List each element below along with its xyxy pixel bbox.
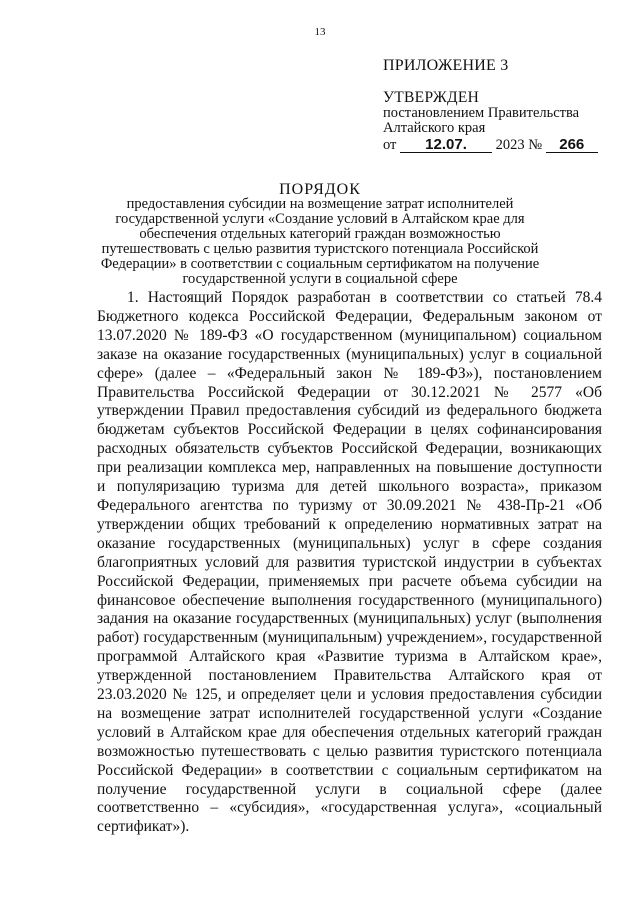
approved-by-line-2: Алтайского края <box>383 120 486 136</box>
order-title: ПОРЯДОК <box>279 181 361 198</box>
order-subtitle: предоставления субсидии на возмещение затрат исполнителей государственной услуги «Создание условий в Алтайском крае для обеспечения отдельных категорий граждан возможностью путешествовать с целью развития туристского потенциала Российской Федерации» в соответствии с социальным сертификатом на получение государственной услуги в социальной сфере <box>100 196 540 287</box>
approval-date-line <box>383 137 598 153</box>
approval-block <box>383 90 598 153</box>
paragraph-1: 1. Настоящий Порядок разработан в соответствии со статьей 78.4 Бюджетного кодекса Российской Федерации, Федеральным законом от 13.07.2020 № 189-ФЗ «О государственном (муниципальном) социальном заказе на оказание государственных (муниципальных) услуг в социальной сфере» (далее – «Федеральный закон № 189-ФЗ»), постановлением Правительства Российской Федерации от 30.12.2021 № 2577 «Об утверждении Правил предоставления субсидий из федерального бюджета бюджетам субъектов Российской Федерации в целях софинансирования расходных обязательств субъектов Российской Федерации, возникающих при реализации комплекса мер, направленных на повышение доступности и популяризацию туризма для детей школьного возраста», приказом Федерального агентства по туризму от 30.09.2021 № 438-Пр-21 «Об утверждении общих требований к определению нормативных затрат на оказание государственных (муниципальных) услуг в сфере создания благоприятных условий для развития туристской индустрии в субъектах Российской Федерации, применяемых при расчете объема субсидии на финансовое обеспечение выполнения государственного (муниципального) задания на оказание государственных (муниципальных) услуг (выполнения работ) государственным (муниципальным) учреждением», государственной программой Алтайского края «Развитие туризма в Алтайском крае», утвержденной постановлением Правительства Алтайского края от 23.03.2020 № 125, и определяет цели и условия предоставления субсидии на возмещение затрат исполнителей государственной услуги «Создание условий в Алтайском крае для обеспечения отдельных категорий граждан возможностью путешествовать с целью развития туристского потенциала Российской Федерации» в соответствии с социальным сертификатом на получение государственной услуги в социальной сфере (далее соответственно – «субсидия», «государственная услуга», «социальный сертификат»). <box>97 289 602 836</box>
from-prefix: от <box>383 137 397 153</box>
appendix-title: ПРИЛОЖЕНИЕ 3 <box>383 57 509 74</box>
approval-date: 12.07. <box>400 137 492 153</box>
approval-number: 266 <box>546 137 598 153</box>
approval-year: 2023 № <box>495 137 543 153</box>
approved-by-line-1: постановлением Правительства <box>383 105 580 121</box>
page-number: 13 <box>314 26 326 38</box>
approved-heading: УТВЕРЖДЕН <box>383 89 480 106</box>
